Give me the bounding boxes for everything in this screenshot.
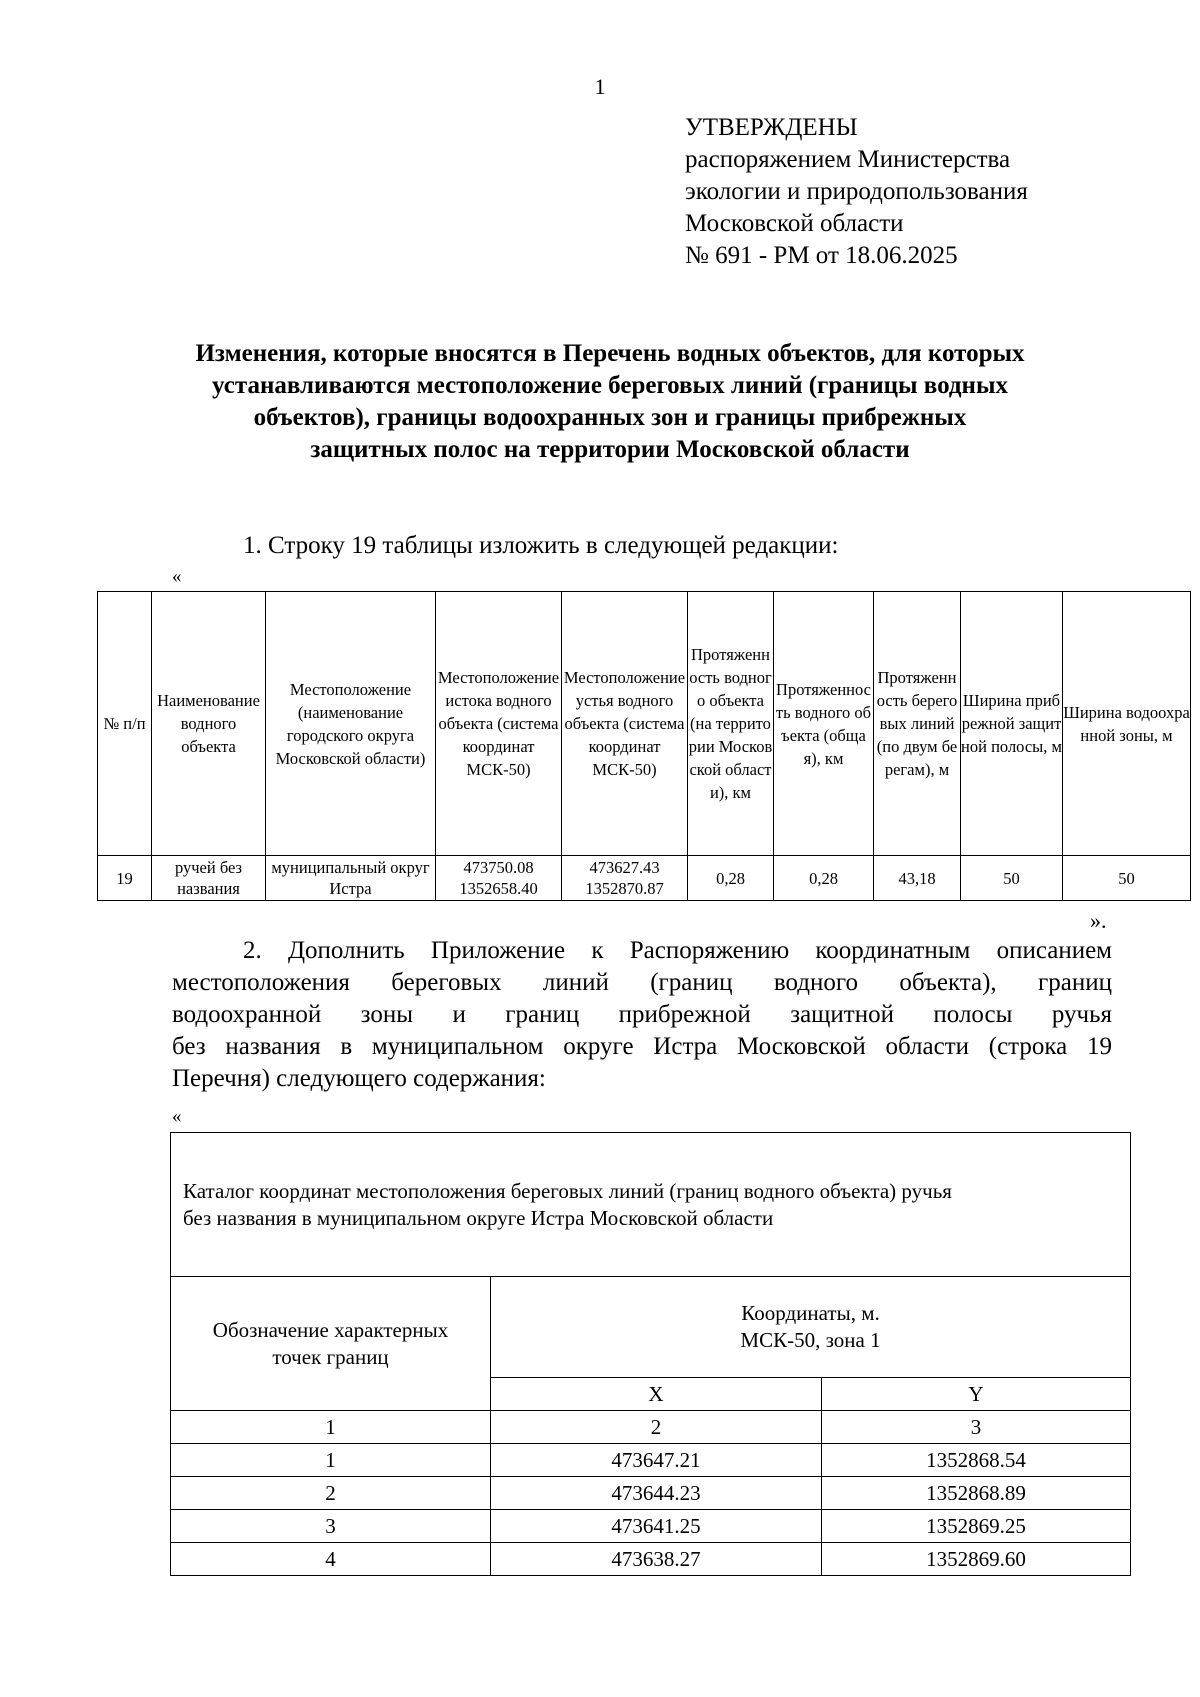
table-header-row: [98, 592, 1191, 856]
x-header: X: [491, 1378, 822, 1411]
table-row: [171, 1444, 1131, 1477]
cell-shore-length: 43,18: [874, 856, 961, 901]
cell-length-total: 0,28: [774, 856, 874, 901]
table-row: [171, 1510, 1131, 1543]
header-cell: Протяженность водного объекта (на территории Московской области), км: [688, 592, 774, 856]
approval-block: [685, 112, 1028, 272]
point-header: Обозначение характерных точек границ: [171, 1277, 491, 1411]
cell-source: [436, 856, 562, 901]
title-line: Изменения, которые вносятся в Перечень водных объектов, для которых: [195, 340, 1025, 367]
paragraph-line: водоохранной зоны и границ прибрежной защитной полосы ручья: [172, 1001, 1112, 1028]
cell-water-zone-width: 50: [1063, 856, 1191, 901]
approval-line: УТВЕРЖДЕНЫ: [685, 114, 858, 141]
approval-line: № 691 - РМ от 18.06.2025: [685, 242, 958, 269]
point-x: 473641.25: [491, 1510, 822, 1543]
point-y: 1352869.25: [822, 1510, 1131, 1543]
open-quote: «: [172, 566, 182, 587]
header-cell: Протяженность береговых линий (по двум берегам), м: [874, 592, 961, 856]
document-title: [150, 338, 1070, 466]
source-y: 1352658.40: [459, 879, 538, 898]
paragraph-line: 2. Дополнить Приложение к Распоряжению координатным описанием: [243, 937, 1112, 964]
y-header: Y: [822, 1378, 1131, 1411]
title-line: защитных полос на территории Московской области: [310, 436, 910, 463]
cell-protect-width: 50: [961, 856, 1063, 901]
table-row: [171, 1543, 1131, 1576]
open-quote-2: «: [172, 1106, 182, 1127]
approval-line: распоряжением Министерства: [685, 146, 1011, 173]
point-id: 3: [171, 1510, 491, 1543]
catalog-header-row: [171, 1277, 1131, 1378]
title-line: устанавливаются местоположение береговых линий (границы водных: [212, 372, 1008, 399]
table-row: [98, 856, 1191, 901]
column-number: 2: [491, 1411, 822, 1444]
point-y: 1352869.60: [822, 1543, 1131, 1576]
approval-line: экологии и природопользования: [685, 178, 1028, 205]
water-objects-table: [97, 591, 1191, 901]
header-cell: Местоположение истока водного объекта (система координат МСК-50): [436, 592, 562, 856]
point-y: 1352868.54: [822, 1444, 1131, 1477]
point-x: 473647.21: [491, 1444, 822, 1477]
column-number-row: [171, 1411, 1131, 1444]
point-id: 2: [171, 1477, 491, 1510]
point-x: 473638.27: [491, 1543, 822, 1576]
point-id: 1: [171, 1444, 491, 1477]
cell-num: 19: [98, 856, 152, 901]
header-cell: Местоположение устья водного объекта (система координат МСК-50): [562, 592, 688, 856]
paragraph-line: Перечня) следующего содержания:: [172, 1065, 546, 1092]
paragraph-2: [172, 935, 1112, 1095]
cell-length-region: 0,28: [688, 856, 774, 901]
header-cell: № п/п: [98, 592, 152, 856]
paragraph-1: 1. Строку 19 таблицы изложить в следующей редакции:: [243, 532, 839, 559]
column-number: 3: [822, 1411, 1131, 1444]
header-cell: Ширина водоохранной зоны, м: [1063, 592, 1191, 856]
source-x: 473750.08: [463, 858, 534, 877]
catalog-caption-row: [171, 1133, 1131, 1277]
point-id: 4: [171, 1543, 491, 1576]
catalog-caption: Каталог координат местоположения береговых линий (границ водного объекта) ручья без названия в муниципальном округе Истра Московской области: [171, 1133, 1131, 1277]
paragraph-line: без названия в муниципальном округе Истра Московской области (строка 19: [172, 1033, 1112, 1060]
page-number: 1: [594, 74, 606, 99]
mouth-x: 473627.43: [589, 858, 660, 877]
coord-header: Координаты, м. МСК-50, зона 1: [491, 1277, 1131, 1378]
approval-line: Московской области: [685, 210, 904, 237]
cell-mouth: [562, 856, 688, 901]
table-row: [171, 1477, 1131, 1510]
point-y: 1352868.89: [822, 1477, 1131, 1510]
cell-name: ручей без названия: [152, 856, 266, 901]
column-number: 1: [171, 1411, 491, 1444]
mouth-y: 1352870.87: [585, 879, 664, 898]
close-quote: ».: [1090, 908, 1107, 933]
point-x: 473644.23: [491, 1477, 822, 1510]
coordinates-catalog-table: [170, 1132, 1131, 1576]
cell-location: муниципальный округ Истра: [266, 856, 436, 901]
paragraph-line: местоположения береговых линий (границ водного объекта), границ: [172, 969, 1112, 996]
header-cell: Наименование водного объекта: [152, 592, 266, 856]
header-cell: Протяженность водного объекта (общая), км: [774, 592, 874, 856]
title-line: объектов), границы водоохранных зон и границы прибрежных: [253, 404, 967, 431]
header-cell: Местоположение (наименование городского округа Московской области): [266, 592, 436, 856]
header-cell: Ширина прибрежной защитной полосы, м: [961, 592, 1063, 856]
